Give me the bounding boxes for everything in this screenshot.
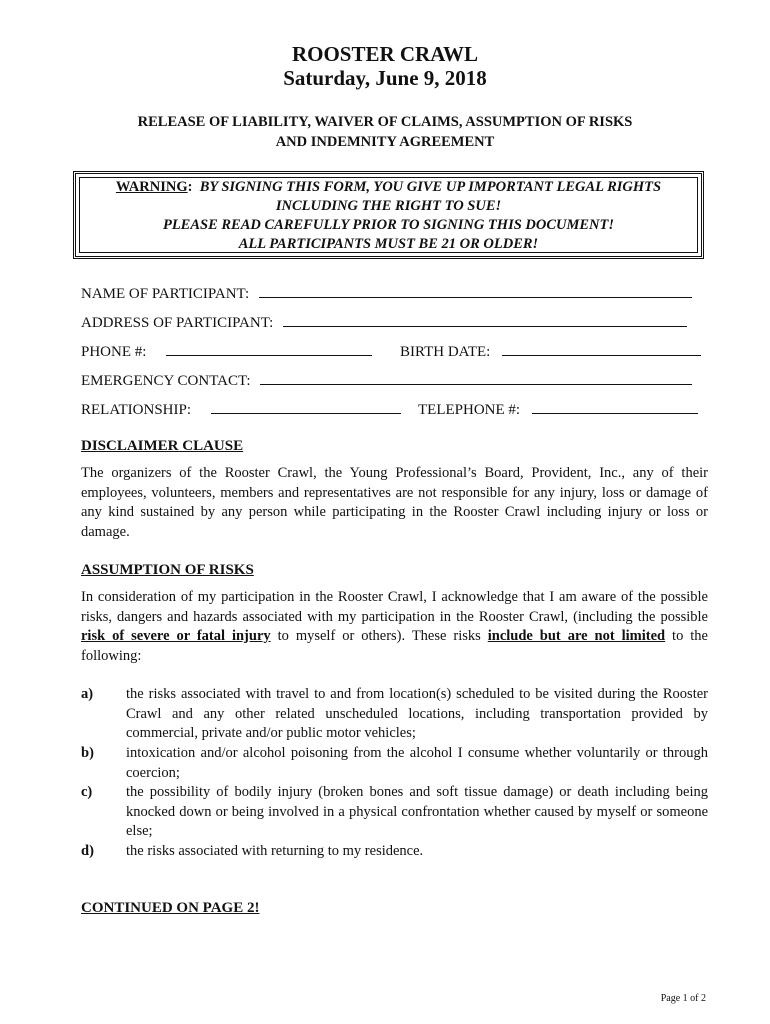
phone-label: PHONE #:	[81, 344, 147, 360]
name-input-line[interactable]	[259, 283, 692, 298]
risk-letter: d)	[81, 843, 94, 859]
emergency-field-row	[81, 370, 692, 390]
warning-line4: ALL PARTICIPANTS MUST BE 21 OR OLDER!	[238, 236, 539, 252]
risk-letter: a)	[81, 686, 94, 702]
relationship-field-row	[81, 399, 401, 419]
continued-notice: CONTINUED ON PAGE 2!	[81, 900, 260, 916]
name-label: NAME OF PARTICIPANT:	[81, 286, 250, 302]
event-date: Saturday, June 9, 2018	[283, 66, 487, 90]
telephone-input-line[interactable]	[532, 399, 698, 414]
address-label: ADDRESS OF PARTICIPANT:	[81, 315, 274, 331]
page-number: Page 1 of 2	[660, 993, 706, 1004]
assumption-heading: ASSUMPTION OF RISKS	[81, 562, 254, 578]
not-limited-emphasis: include but are not limited	[487, 628, 666, 644]
warning-label: WARNING	[115, 179, 188, 195]
telephone-field-row	[418, 399, 698, 419]
relationship-label: RELATIONSHIP:	[81, 402, 192, 418]
telephone-label: TELEPHONE #:	[418, 402, 521, 418]
risk-letter: b)	[81, 745, 94, 761]
emergency-contact-label: EMERGENCY CONTACT:	[81, 373, 251, 389]
risk-letter: c)	[81, 784, 93, 800]
emergency-contact-input-line[interactable]	[260, 370, 692, 385]
disclaimer-heading: DISCLAIMER CLAUSE	[81, 438, 244, 454]
warning-line1: WARNING: BY SIGNING THIS FORM, YOU GIVE UP IMPORTANT LEGAL RIGHTS	[115, 179, 662, 195]
warning-line3: PLEASE READ CAREFULLY PRIOR TO SIGNING THIS DOCUMENT!	[162, 217, 615, 233]
risk-text: the possibility of bodily injury (broken bones and soft tissue damage) or death including being knocked down or being involved in a physical confrontation whether caused by myself or someone else;	[126, 784, 708, 839]
agreement-title-line2: AND INDEMNITY AGREEMENT	[275, 134, 495, 150]
risk-text: the risks associated with returning to my residence.	[126, 843, 424, 859]
warning-line2: INCLUDING THE RIGHT TO SUE!	[275, 198, 502, 214]
relationship-input-line[interactable]	[211, 399, 401, 414]
document-title: ROOSTER CRAWL	[291, 42, 479, 66]
risk-text: the risks associated with travel to and from location(s) scheduled to be visited during the Rooster Crawl and any other related unscheduled locations, including transportation provided by commercial, private and/or public motor vehicles;	[126, 686, 708, 741]
assumption-text: In consideration of my participation in the Rooster Crawl, I acknowledge that I am aware of the possible risks, dangers and hazards associated with my participation in the Rooster Crawl, (including the possible risk of severe or fatal injury to myself or others). These risks include but are not limited to the following:	[81, 589, 708, 664]
address-field-row	[81, 312, 687, 332]
address-input-line[interactable]	[283, 312, 687, 327]
birth-date-label: BIRTH DATE:	[400, 344, 491, 360]
disclaimer-text: The organizers of the Rooster Crawl, the Young Professional’s Board, Provident, Inc., any of their employees, volunteers, members and representatives are not responsible for any injury, loss or damage of any kind sustained by any person while participating in the Rooster Crawl including injury or loss or damage.	[81, 465, 708, 540]
birth-date-input-line[interactable]	[502, 341, 701, 356]
warning-box	[73, 171, 704, 259]
agreement-title-line1: RELEASE OF LIABILITY, WAIVER OF CLAIMS, ASSUMPTION OF RISKS	[137, 114, 633, 130]
risk-text: intoxication and/or alcohol poisoning from the alcohol I consume whether voluntarily or through coercion;	[126, 745, 708, 781]
birth-date-field-row	[400, 341, 701, 361]
name-field-row	[81, 283, 692, 303]
phone-input-line[interactable]	[166, 341, 372, 356]
severe-injury-emphasis: risk of severe or fatal injury	[81, 628, 271, 644]
agreement-title	[0, 112, 770, 152]
phone-field-row	[81, 341, 372, 361]
